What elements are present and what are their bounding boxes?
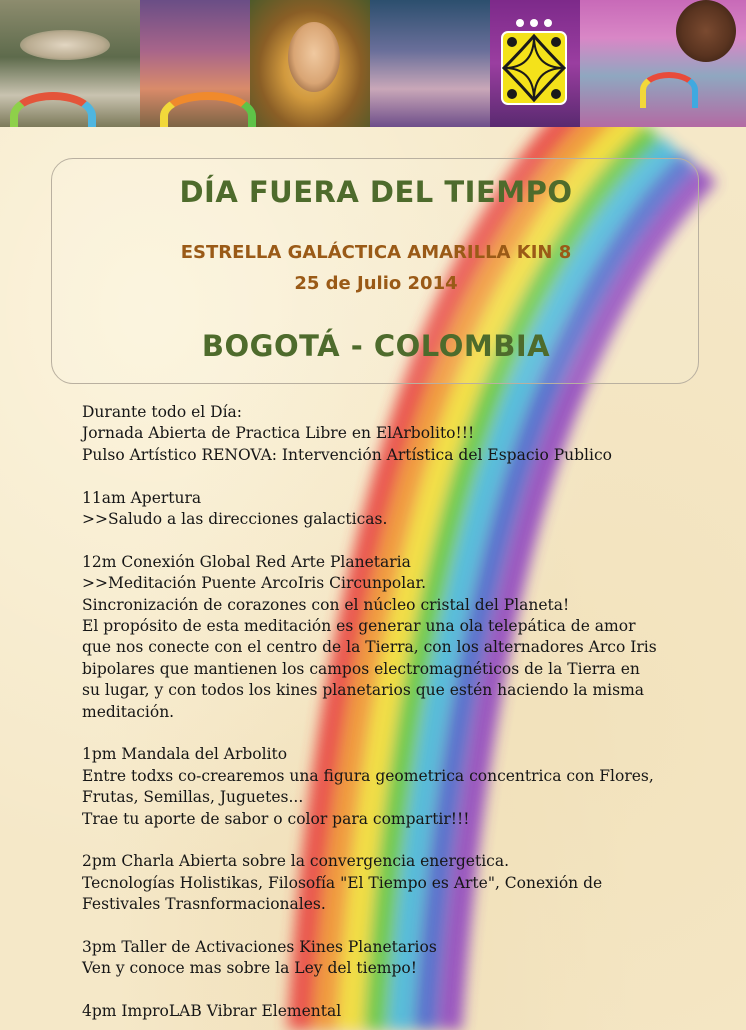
schedule-block-12m	[82, 552, 732, 723]
schedule-block-11am	[82, 488, 732, 531]
banner-child-face	[288, 22, 340, 92]
schedule-line: Durante todo el Día:	[82, 403, 243, 421]
schedule-line: Entre todxs co-crearemos una figura geometrica concentrica con Flores,	[82, 766, 654, 785]
schedule-line: Tecnologías Holistikas, Filosofía "El Tiempo es Arte", Conexión de	[82, 873, 603, 892]
event-title-card	[51, 158, 699, 384]
schedule-line: 1pm Mandala del Arbolito	[82, 745, 288, 764]
schedule-line: bipolares que mantienen los campos electromagnéticos de la Tierra en	[82, 659, 640, 678]
schedule-line: Trae tu aporte de sabor o color para compartir!!!	[82, 809, 470, 828]
schedule-block-1pm	[82, 744, 732, 830]
schedule-spacer	[82, 980, 732, 1001]
schedule-block-3pm	[82, 937, 732, 980]
event-location: BOGOTÁ - COLOMBIA	[201, 329, 551, 363]
schedule-spacer	[82, 530, 732, 551]
schedule-line: que nos conecte con el centro de la Tierra, con los alternadores Arco Iris	[82, 638, 657, 657]
schedule-line: 11am Apertura	[82, 488, 202, 507]
schedule-spacer	[82, 830, 732, 851]
banner-photo-performers	[370, 0, 490, 127]
schedule-line: Pulso Artístico RENOVA: Intervención Artística del Espacio Publico	[82, 445, 612, 464]
header-photo-banner	[0, 0, 746, 127]
schedule-line: Jornada Abierta de Practica Libre en ElArbolito!!!	[82, 424, 475, 443]
schedule-line: 3pm Taller de Activaciones Kines Planetarios	[82, 938, 437, 957]
event-title: DÍA FUERA DEL TIEMPO	[179, 175, 573, 209]
banner-rainbow-right	[640, 72, 698, 108]
schedule-line: 4pm ImproLAB Vibrar Elemental	[82, 1002, 342, 1021]
schedule-line: 2pm Charla Abierta sobre la convergencia energetica.	[82, 852, 510, 871]
schedule-block-all-day	[82, 402, 732, 466]
banner-figure-lying	[20, 30, 110, 60]
schedule-line: 12m Conexión Global Red Arte Planetaria	[82, 552, 411, 571]
banner-smiling-face	[676, 0, 736, 62]
schedule-spacer	[82, 723, 732, 744]
schedule-spacer	[82, 466, 732, 487]
schedule-line: Ven y conoce mas sobre la Ley del tiempo!	[82, 959, 417, 978]
schedule-line: >>Meditación Puente ArcoIris Circunpolar.	[82, 574, 427, 593]
schedule-block-4pm	[82, 1001, 732, 1022]
schedule-spacer	[82, 916, 732, 937]
schedule-line: >>Saludo a las direcciones galacticas.	[82, 510, 388, 529]
schedule-line: Festivales Trasnformacionales.	[82, 895, 326, 914]
schedule-line: Sincronización de corazones con el núcleo cristal del Planeta!	[82, 595, 570, 614]
schedule-block-2pm	[82, 851, 732, 915]
event-date: 25 de Julio 2014	[294, 273, 458, 294]
event-subtitle: ESTRELLA GALÁCTICA AMARILLA KIN 8	[180, 242, 572, 263]
yellow-galactic-seal-icon	[500, 16, 568, 106]
schedule-line: su lugar, y con todos los kines planetarios que estén haciendo la misma	[82, 681, 645, 700]
schedule-content	[82, 402, 732, 1023]
schedule-line: meditación.	[82, 702, 175, 721]
schedule-line: Frutas, Semillas, Juguetes...	[82, 788, 304, 807]
schedule-line: El propósito de esta meditación es generar una ola telepática de amor	[82, 617, 636, 636]
